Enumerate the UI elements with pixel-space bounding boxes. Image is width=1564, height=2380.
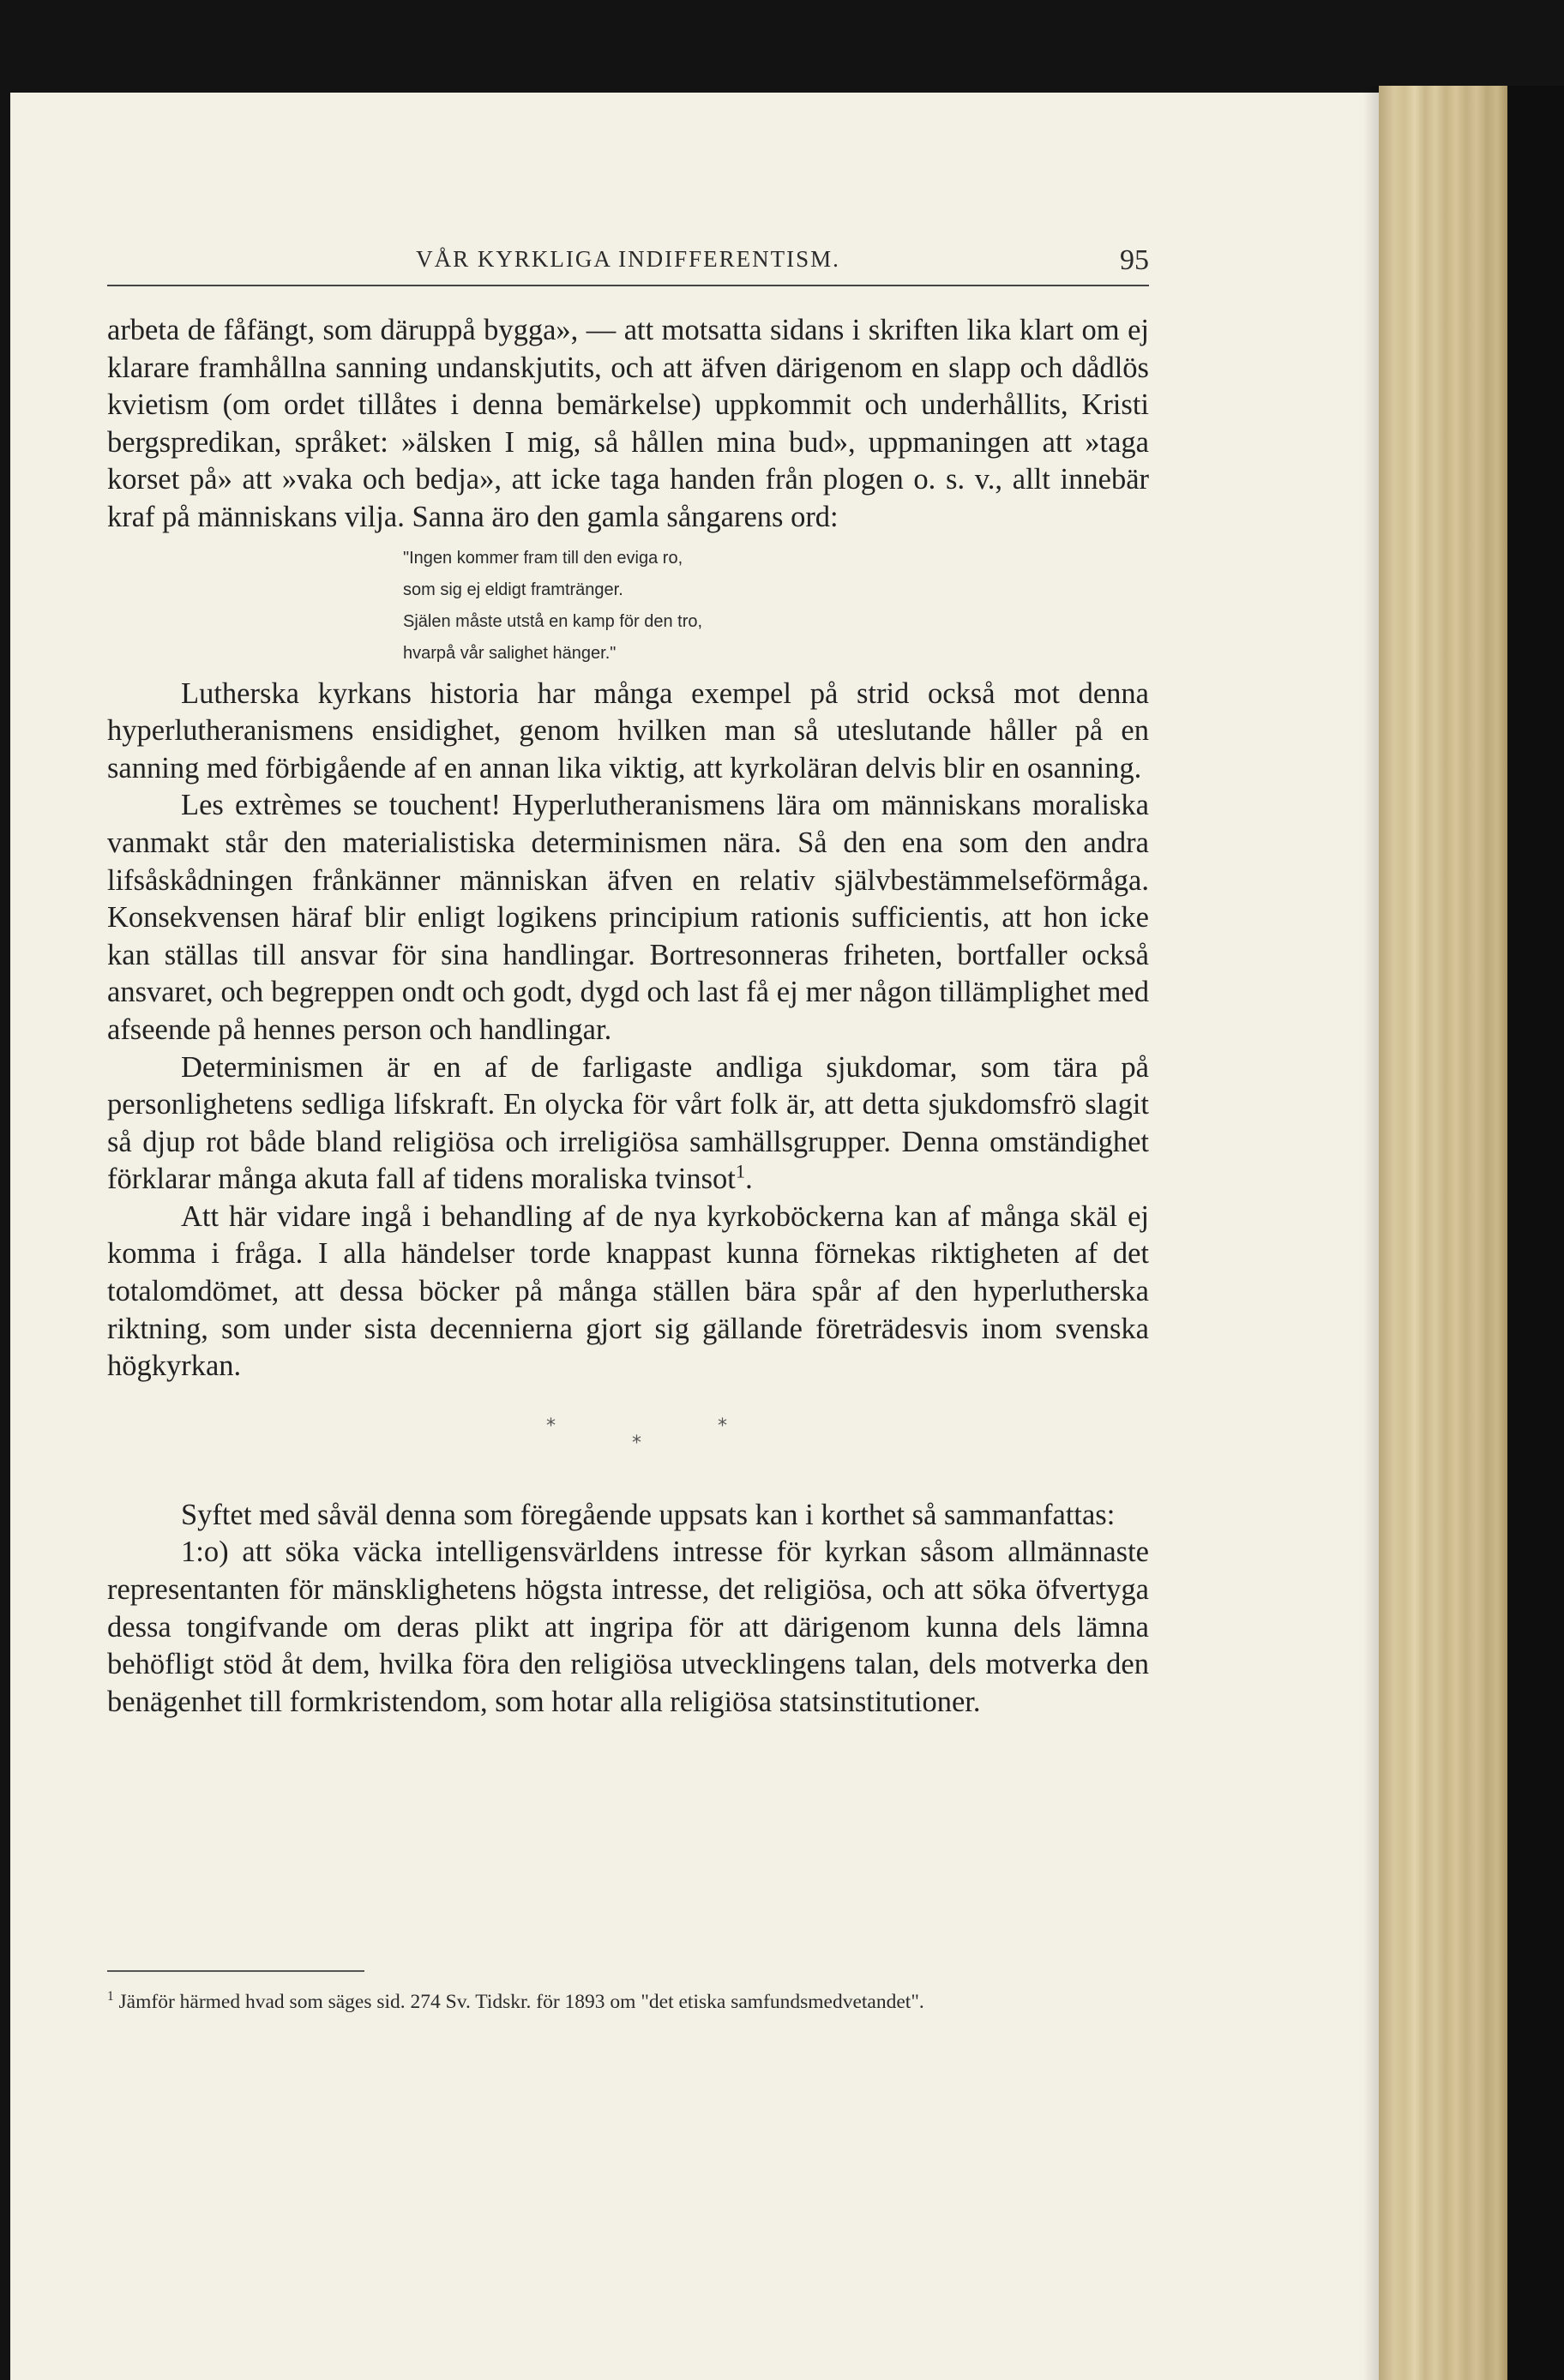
verse-line: "Ingen kommer fram till den eviga ro, <box>403 548 683 568</box>
paragraph: Les extrèmes se touchent! Hyperlutheranismens lära om människans moraliska vanmakt står den materialistiska determinismen nära. Så den ena som den andra lifsåskådningen frånkänner människan äfven en relativ självbestämmelseförmåga. Konsekvensen häraf blir enligt logikens principium rationis sufficientis, att hon icke kan ställas till ansvar för sina handlingar. Bortresonneras friheten, bortfaller också ansvaret, och begreppen ondt och godt, dygd och last få ej mer någon tillämplighet med afseende på hennes person och handlingar. <box>107 789 1149 1046</box>
paragraph <box>107 1049 1149 1199</box>
footnote <box>107 1986 1149 2018</box>
paragraph-end: . <box>745 1163 753 1196</box>
paragraph: Att här vidare ingå i behandling af de nya kyrkoböckerna kan af många skäl ej komma i fråga. I alla händelser torde knappast kunna förnekas riktigheten af det totalomdömet, att dessa böcker på många ställen bära spår af den hyperlutherska riktning, som under sista decennierna gjort sig gällande företrädesvis inom svenska högkyrkan. <box>107 1199 1149 1383</box>
section-break-asterism <box>107 1385 1149 1497</box>
paragraph: Syftet med såväl denna som föregående uppsats kan i korthet så sammanfattas: <box>181 1498 1116 1531</box>
main-text <box>107 312 1149 1721</box>
quoted-verse <box>403 543 1149 670</box>
paragraph-text: Determinismen är en af de farligaste andliga sjukdomar, som tära på personlighetens sedliga lifskraft. En olycka för vårt folk är, att detta sjukdomsfrö slagit så djup rot både bland religiösa och irreligiösa samhällsgrupper. Denna omständighet förklarar många akuta fall af tidens moraliska tvinsot <box>107 1050 1149 1196</box>
running-title: VÅR KYRKLIGA INDIFFERENTISM. <box>416 246 840 272</box>
footnote-rule <box>107 1970 364 1972</box>
verse-line: som sig ej eldigt framtränger. <box>403 580 623 599</box>
footnote-text: Jämför härmed hvad som säges sid. 274 Sv. Tidskr. för 1893 om "det etiska samfundsmedvetandet". <box>118 1991 924 2013</box>
running-header <box>107 244 1149 282</box>
background-edge <box>1507 86 1564 2380</box>
book-page-edges <box>1379 86 1507 2380</box>
verse-line: hvarpå vår salighet hänger." <box>403 643 617 663</box>
asterisk: * <box>546 1415 556 1437</box>
verse-line: Själen måste utstå en kamp för den tro, <box>403 611 703 631</box>
paragraph: 1:o) att söka väcka intelligensvärldens intresse för kyrkan såsom allmännaste representanten för mänsklighetens högsta intresse, det religiösa, och att söka öfvertyga dessa tongifvande om deras plikt att ingripa för att därigenom kunna dels lämna behöfligt stöd åt dem, hvilka föra den religiösa utvecklingens talan, dels motverka den benägenhet till formkristendom, som hotar alla religiösa statsinstitutioner. <box>107 1536 1149 1718</box>
asterisk: * <box>632 1432 641 1454</box>
paragraph: Lutherska kyrkans historia har många exempel på strid också mot denna hyperlutheranismens ensidighet, genom hvilken man så uteslutande håller på en sanning med förbigående af en annan lika viktig, att kyrkoläran delvis blir en osanning. <box>107 676 1149 784</box>
asterisk: * <box>718 1415 727 1437</box>
paragraph-continued: arbeta de fåfängt, som däruppå bygga», — att motsatta sidans i skriften lika klart om ej klarare framhållna sanning undanskjutits, och att äfven därigenom en slapp och dådlös kvietism (om ordet tillåtes i denna bemärkelse) uppkommit och underhållits, Kristi bergspredikan, språket: »älsken I mig, så hållen mina bud», uppmaningen att »taga korset på» att »vaka och bedja», att icke taga handen från plogen o. s. v., allt innebär kraf på människans vilja. Sanna äro den gamla sångarens ord: <box>107 314 1149 533</box>
header-rule <box>107 285 1149 286</box>
footnote-reference[interactable]: 1 <box>735 1160 746 1182</box>
page-number: 95 <box>1120 244 1149 276</box>
footnote-number: 1 <box>107 1989 114 2004</box>
